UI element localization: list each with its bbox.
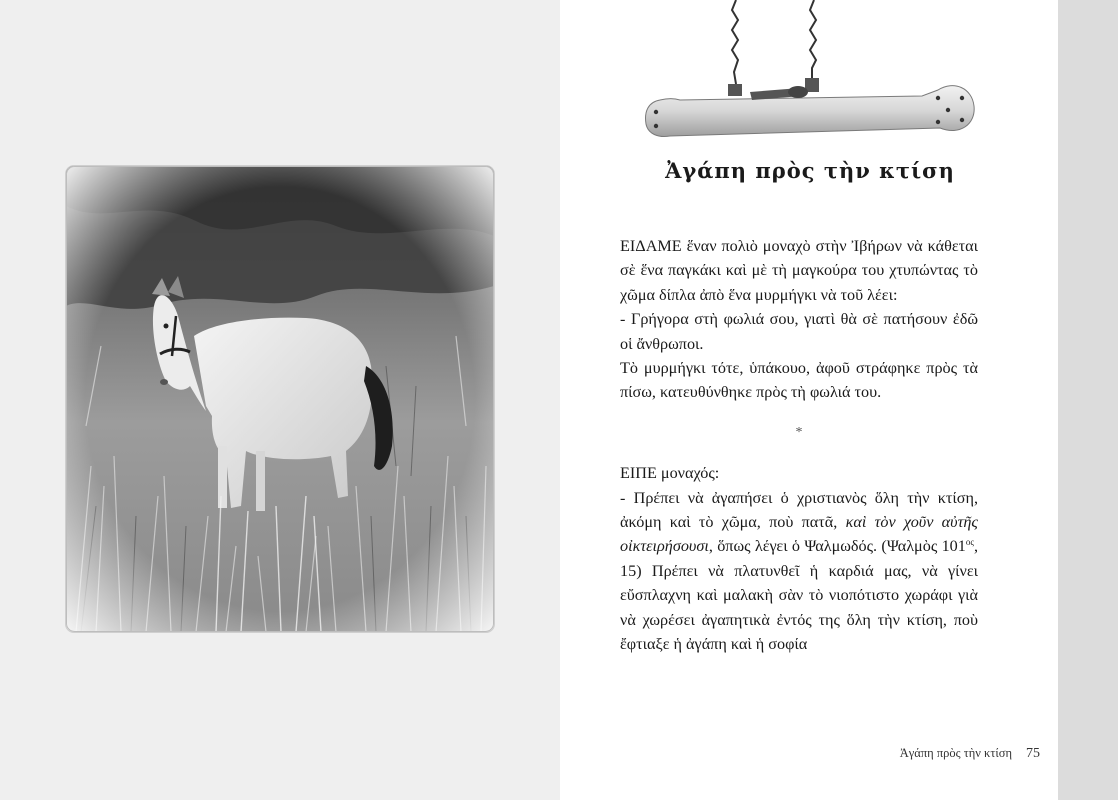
page-footer <box>860 746 1040 762</box>
simantro-illustration <box>640 0 976 148</box>
right-margin <box>1058 0 1118 800</box>
running-title: Ἀγάπη πρὸς τὴν κτίση <box>899 746 1012 760</box>
ordinal-superscript: ος <box>965 537 974 548</box>
text-span: , ὅπως λέγει ὁ Ψαλμωδός. (Ψαλμὸς 101 <box>708 537 966 556</box>
paragraph: Τὸ μυρμήγκι τότε, ὑπάκουο, ἀφοῦ στράφηκε πρὸς τὰ πίσω, κατευθύνθηκε πρὸς τὴ φωλιά του. <box>620 359 978 402</box>
section-separator: * <box>795 424 803 440</box>
page-number: 75 <box>1026 746 1040 761</box>
text-span: , 15) Πρέπει νὰ πλατυνθεῖ ἡ καρδιά μας, νὰ γίνει εὔσπλαχνη καὶ μαλακὴ σὰν τὸ νιοπότιστο χωράφι γιὰ νὰ χωρέσει ἀγαπητικὰ ἐντός της ὅλη τὴν κτίση, ποὺ ἔφτιαξε ἡ ἀγάπη καὶ ἡ σοφία <box>620 537 978 654</box>
text-span: - Πρέπει νὰ ἀγαπήσει ὁ χριστιανὸς ὅλη τὴν κτίση, ἀκόμη καὶ τὸ χῶμα, ποὺ πατᾶ, <box>620 488 978 532</box>
body-text <box>620 234 978 657</box>
paragraph: - Γρήγορα στὴ φωλιά σου, γιατὶ θὰ σὲ πατήσουν ἐδῶ οἱ ἄνθρωποι. <box>620 310 978 353</box>
paragraph: ΕΙΠΕ μοναχός: <box>620 464 720 483</box>
paragraph: ΕΙΔΑΜΕ ἕναν πολιὸ μοναχὸ στὴν Ἰβήρων νὰ κάθεται σὲ ἕνα παγκάκι καὶ μὲ τὴ μαγκούρα του χτυπώντας τὸ χῶμα δίπλα ἀπὸ ἕνα μυρμήγκι νὰ τοῦ λέει: <box>620 237 978 304</box>
paragraph <box>620 486 978 657</box>
horse-photo <box>66 166 494 632</box>
chapter-title: Ἀγάπη πρὸς τὴν κτίση <box>665 158 955 183</box>
psalm-quote: καὶ τὸν χοῦν αὐτῆς οἰκτειρήσουσι <box>620 513 978 556</box>
